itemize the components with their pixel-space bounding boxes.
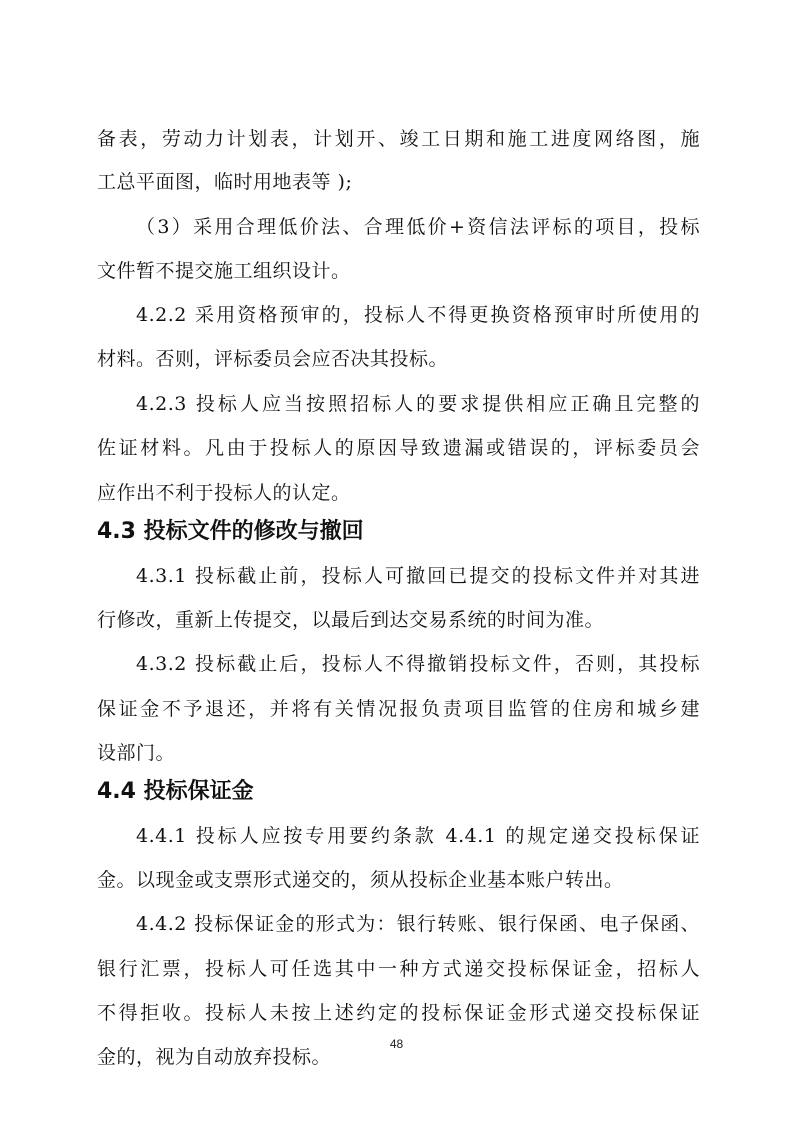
paragraph-line: 4.3.2 投标截止后，投标人不得撤销投标文件，否则，其投标 bbox=[136, 653, 700, 675]
paragraph-line: 佐证材料。凡由于投标人的原因导致遗漏或错误的，评标委员会 bbox=[97, 437, 700, 459]
paragraph-line: 4.2.2 采用资格预审的，投标人不得更换资格预审时所使用的 bbox=[136, 304, 700, 326]
paragraph-line: 行修改，重新上传提交，以最后到达交易系统的时间为准。 bbox=[97, 609, 605, 631]
paragraph-line: 文件暂不提交施工组织设计。 bbox=[97, 260, 351, 282]
paragraph-line: 4.2.3 投标人应当按照招标人的要求提供相应正确且完整的 bbox=[136, 393, 700, 415]
paragraph-line: 设部门。 bbox=[97, 742, 176, 764]
paragraph-line: 金。以现金或支票形式递交的，须从投标企业基本账户转出。 bbox=[97, 869, 624, 891]
paragraph-line: 工总平面图，临时用地表等 ); bbox=[97, 171, 353, 193]
section-heading-4-4: 4.4 投标保证金 bbox=[97, 779, 254, 804]
paragraph-line: （3）采用合理低价法、合理低价+资信法评标的项目，投标 bbox=[136, 216, 700, 238]
page-number: 48 bbox=[389, 1037, 404, 1051]
paragraph-line: 不得拒收。投标人未按上述约定的投标保证金形式递交投标保证 bbox=[97, 1002, 700, 1024]
paragraph-line: 4.4.1 投标人应按专用要约条款 4.4.1 的规定递交投标保证 bbox=[136, 825, 700, 847]
paragraph-line: 保证金不予退还，并将有关情况报负责项目监管的住房和城乡建 bbox=[97, 698, 700, 720]
paragraph-line: 银行汇票，投标人可任选其中一种方式递交投标保证金，招标人 bbox=[97, 958, 700, 980]
paragraph-line: 金的，视为自动放弃投标。 bbox=[97, 1046, 332, 1068]
paragraph-line: 应作出不利于投标人的认定。 bbox=[97, 482, 351, 504]
section-heading-4-3: 4.3 投标文件的修改与撤回 bbox=[97, 519, 364, 544]
paragraph-line: 备表，劳动力计划表，计划开、竣工日期和施工进度网络图，施 bbox=[97, 128, 700, 150]
paragraph-line: 4.4.2 投标保证金的形式为：银行转账、银行保函、电子保函、 bbox=[136, 913, 700, 935]
paragraph-line: 4.3.1 投标截止前，投标人可撤回已提交的投标文件并对其进 bbox=[136, 565, 700, 587]
paragraph-line: 材料。否则，评标委员会应否决其投标。 bbox=[97, 348, 449, 370]
